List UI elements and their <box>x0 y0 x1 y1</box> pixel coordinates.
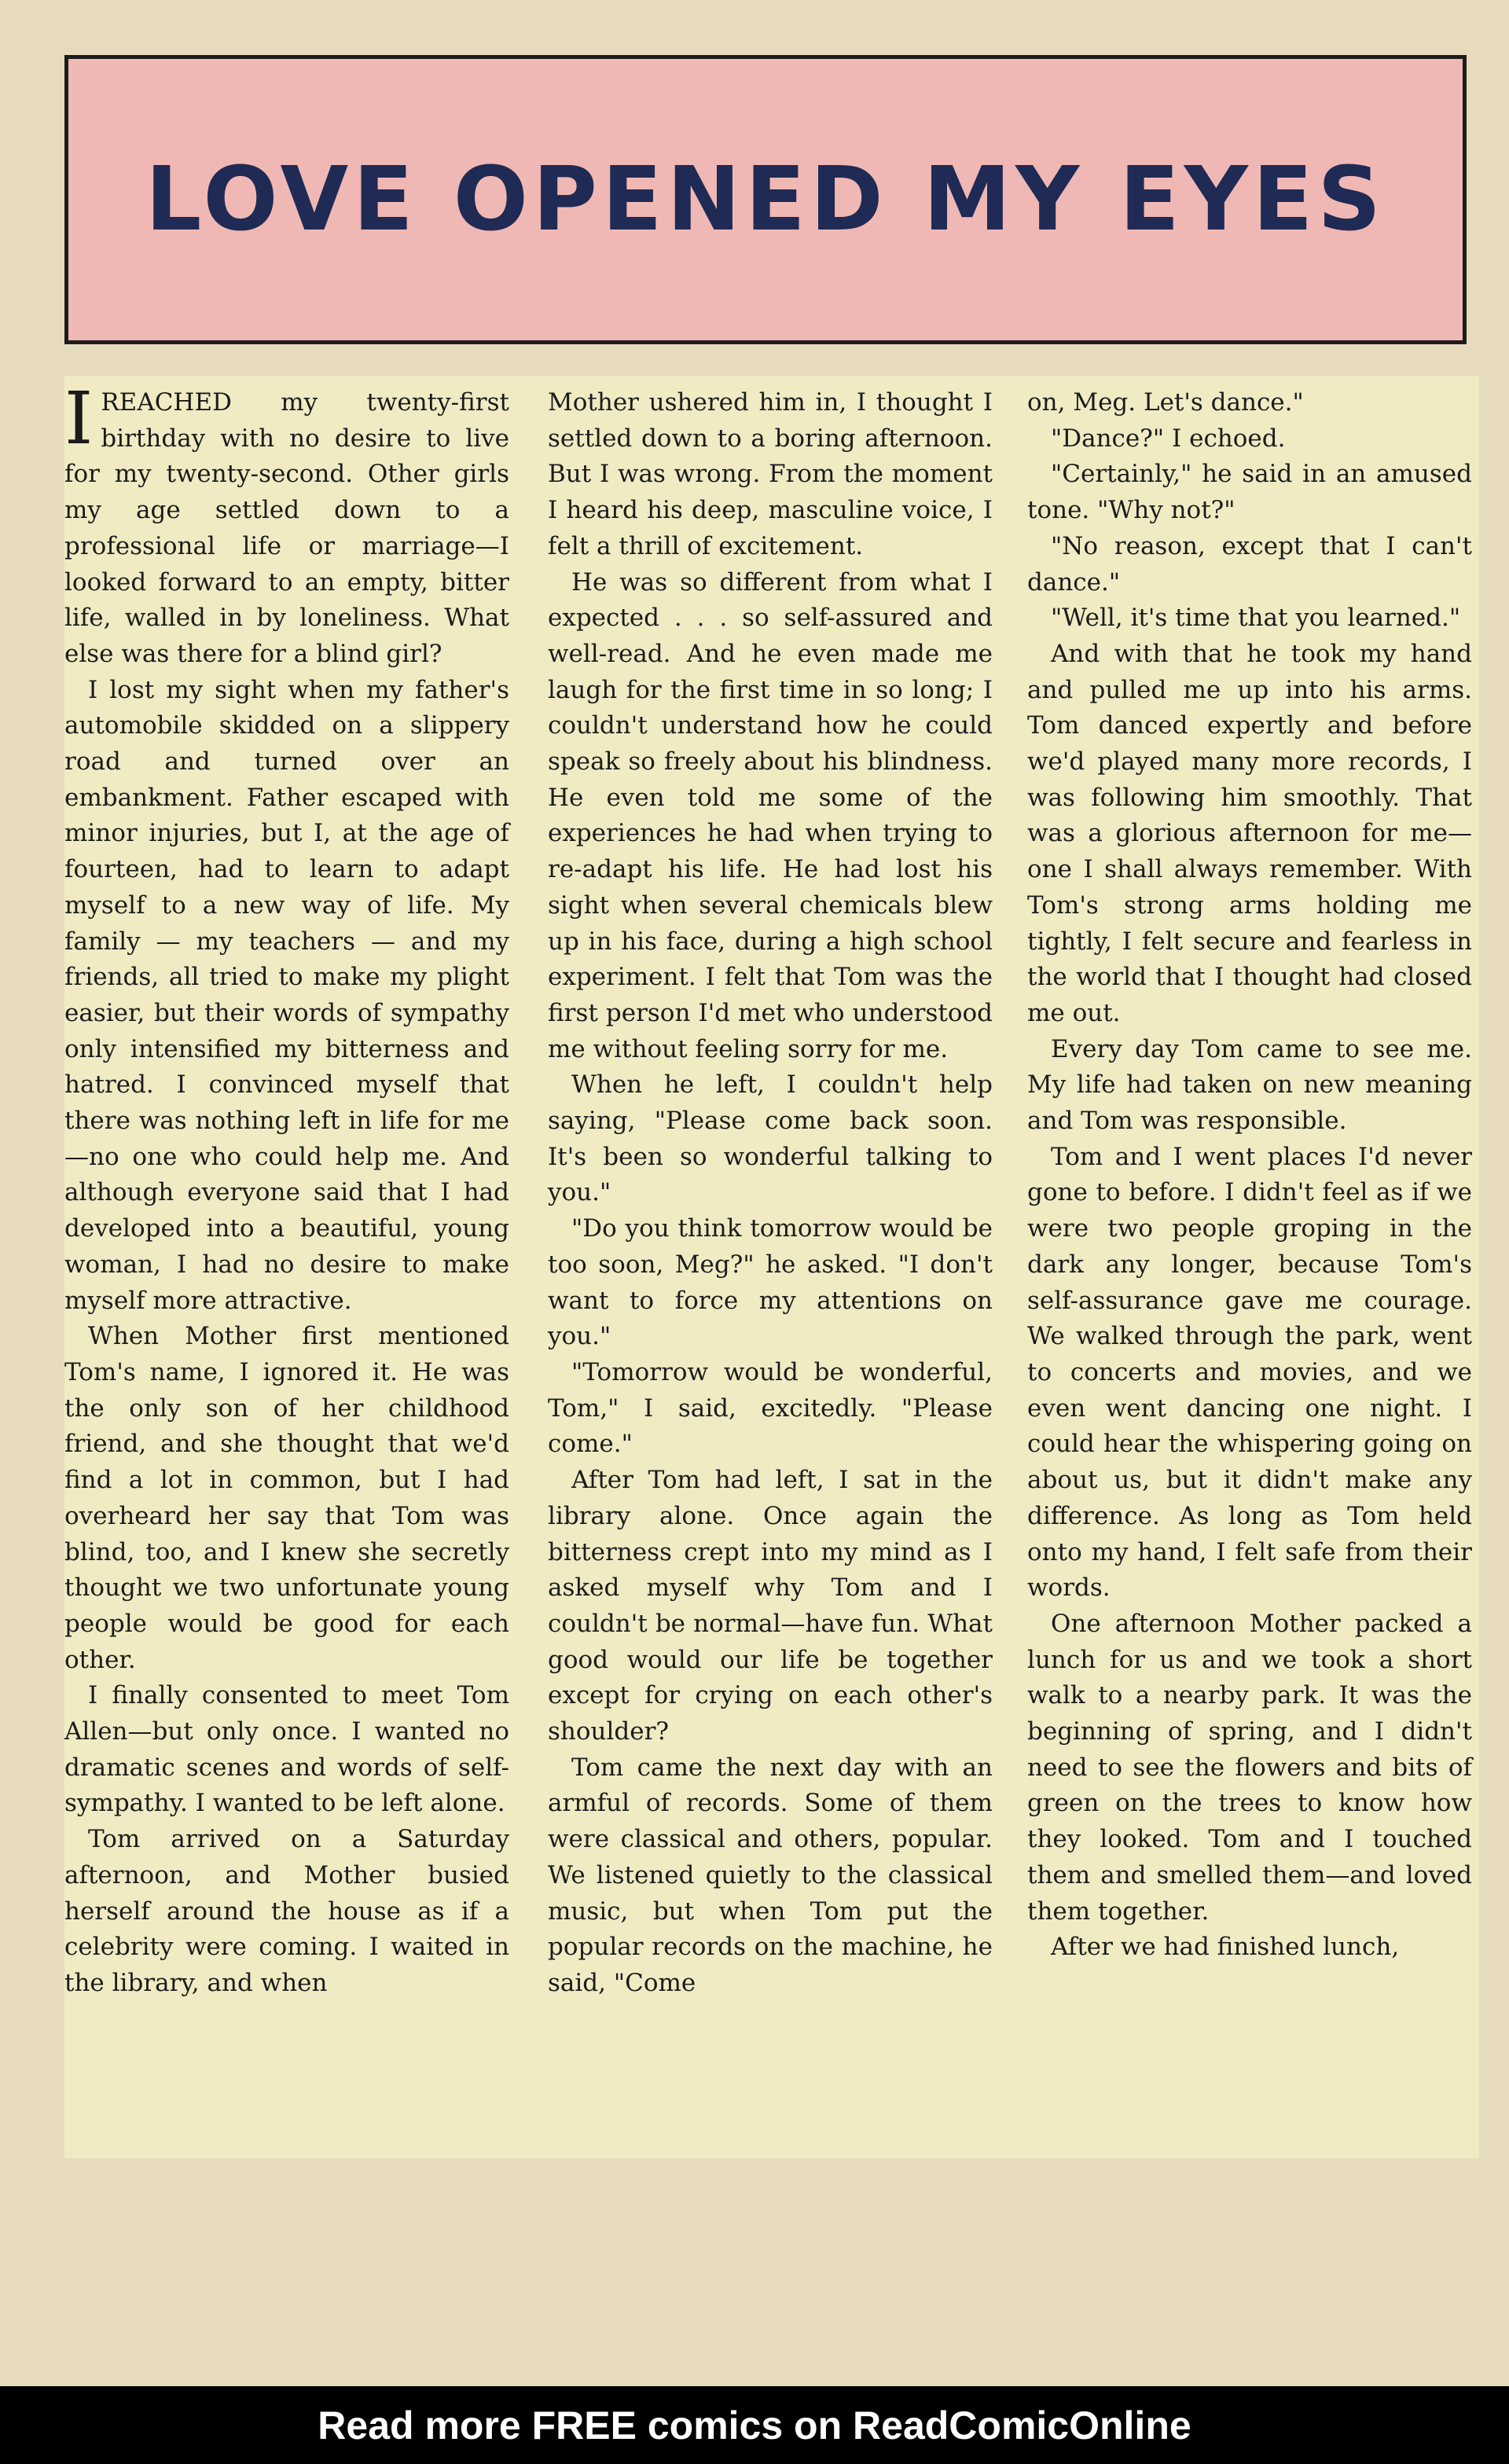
paragraph: "Well, it's time that you learned." <box>1051 604 1461 633</box>
paragraph: Tom and I went places I'd never gone to before. I didn't feel as if we were two people groping in the dark any longer, because Tom's self-assurance gave me courage. We walked through the park, went to concerts and movies, and we even went dancing one night. I could hear the whispering going on about us, but it didn't make any difference. As long as Tom held onto my hand, I felt safe from their words. <box>1027 1142 1472 1603</box>
paragraph: When he left, I couldn't help saying, "Please come back soon. It's been so wonderful talking to you." <box>548 1070 993 1207</box>
paragraph: One afternoon Mother packed a lunch for us and we took a short walk to a nearby park. It was the beginning of spring, and I didn't need to see the flowers and bits of green on the trees to know how they looked. Tom and I touched them and smelled them—and loved them together. <box>1027 1609 1472 1926</box>
paragraph-text: REACHED my twenty-first birthday with no desire to live for my twenty-second. Other girls my age settled down to a professional life or marriage—I looked forward to an empty, bitter life, walled in by loneliness. What else was there for a blind girl? <box>64 388 509 668</box>
paragraph: He was so different from what I expected . . . so self-assured and well-read. And he even made me laugh for the first time in so long; I couldn't understand how he could speak so freely about his blindness. He even told me some of the experiences he had when trying to re-adapt his life. He had lost his sight when several chemicals blew up in his face, during a high school experiment. I felt that Tom was the first person I'd met who understood me without feeling sorry for me. <box>548 567 993 1063</box>
paragraph: After Tom had left, I sat in the library alone. Once again the bitterness crept into my mind as I asked myself why Tom and I couldn't be normal—have fun. What good would our life be together except for crying on each other's shoulder? <box>548 1466 993 1746</box>
paragraph <box>64 376 509 673</box>
paragraph: Tom arrived on a Saturday afternoon, and Mother busied herself around the house as if a celebrity were coming. I waited in the library, and when <box>64 1825 509 1997</box>
promo-banner-text: Read more FREE comics on ReadComicOnline <box>318 2403 1191 2447</box>
text-column-3 <box>1027 385 1472 1966</box>
paragraph: I lost my sight when my father's automobile skidded on a slippery road and turned over an embankment. Father escaped with minor injuries, but I, at the age of fourteen, had to learn to adapt myself to a new way of life. My family — my teachers — and my friends, all tried to make my plight easier, but their words of sympathy only intensified my bitterness and hatred. I convinced myself that there was nothing left in life for me—no one who could help me. And although everyone said that I had developed into a beautiful, young woman, I had no desire to make myself more attractive. <box>64 675 509 1315</box>
paragraph: Mother ushered him in, I thought I settled down to a boring afternoon. But I was wrong. From the moment I heard his deep, masculine voice, I felt a thrill of excitement. <box>548 388 993 560</box>
paragraph: "Certainly," he said in an amused tone. "Why not?" <box>1027 460 1472 525</box>
story-title: LOVE OPENED MY EYES <box>145 149 1386 251</box>
text-column-2 <box>548 385 993 2002</box>
title-panel <box>64 55 1467 344</box>
paragraph: "Do you think tomorrow would be too soon, Meg?" he asked. "I don't want to force my attentions on you." <box>548 1214 993 1351</box>
paragraph: "No reason, except that I can't dance." <box>1027 531 1472 597</box>
promo-banner[interactable] <box>0 2386 1509 2464</box>
paragraph: "Tomorrow would be wonderful, Tom," I said, excitedly. "Please come." <box>548 1357 993 1459</box>
story-text-area <box>64 376 1479 2158</box>
paragraph: I finally consented to meet Tom Allen—but only once. I wanted no dramatic scenes and words of self-sympathy. I wanted to be left alone. <box>64 1681 509 1818</box>
paragraph: And with that he took my hand and pulled me up into his arms. Tom danced expertly and before we'd played many more records, I was following him smoothly. That was a glorious afternoon for me—one I shall always remember. With Tom's strong arms holding me tightly, I felt secure and fearless in the world that I thought had closed me out. <box>1027 639 1472 1027</box>
paragraph: "Dance?" I echoed. <box>1051 424 1286 453</box>
drop-cap: I <box>64 376 94 461</box>
paragraph: After we had finished lunch, <box>1051 1933 1400 1962</box>
paragraph: on, Meg. Let's dance." <box>1027 388 1304 417</box>
paragraph: Tom came the next day with an armful of records. Some of them were classical and others, popular. We listened quietly to the classical music, but when Tom put the popular records on the machine, he said, "Come <box>548 1753 993 1997</box>
paragraph: Every day Tom came to see me. My life had taken on new meaning and Tom was responsible. <box>1027 1034 1472 1136</box>
text-column-1 <box>64 376 509 2002</box>
paragraph: When Mother first mentioned Tom's name, I ignored it. He was the only son of her childhood friend, and she thought that we'd find a lot in common, but I had overheard her say that Tom was blind, too, and I knew she secretly thought we two unfortunate young people would be good for each other. <box>64 1322 509 1674</box>
